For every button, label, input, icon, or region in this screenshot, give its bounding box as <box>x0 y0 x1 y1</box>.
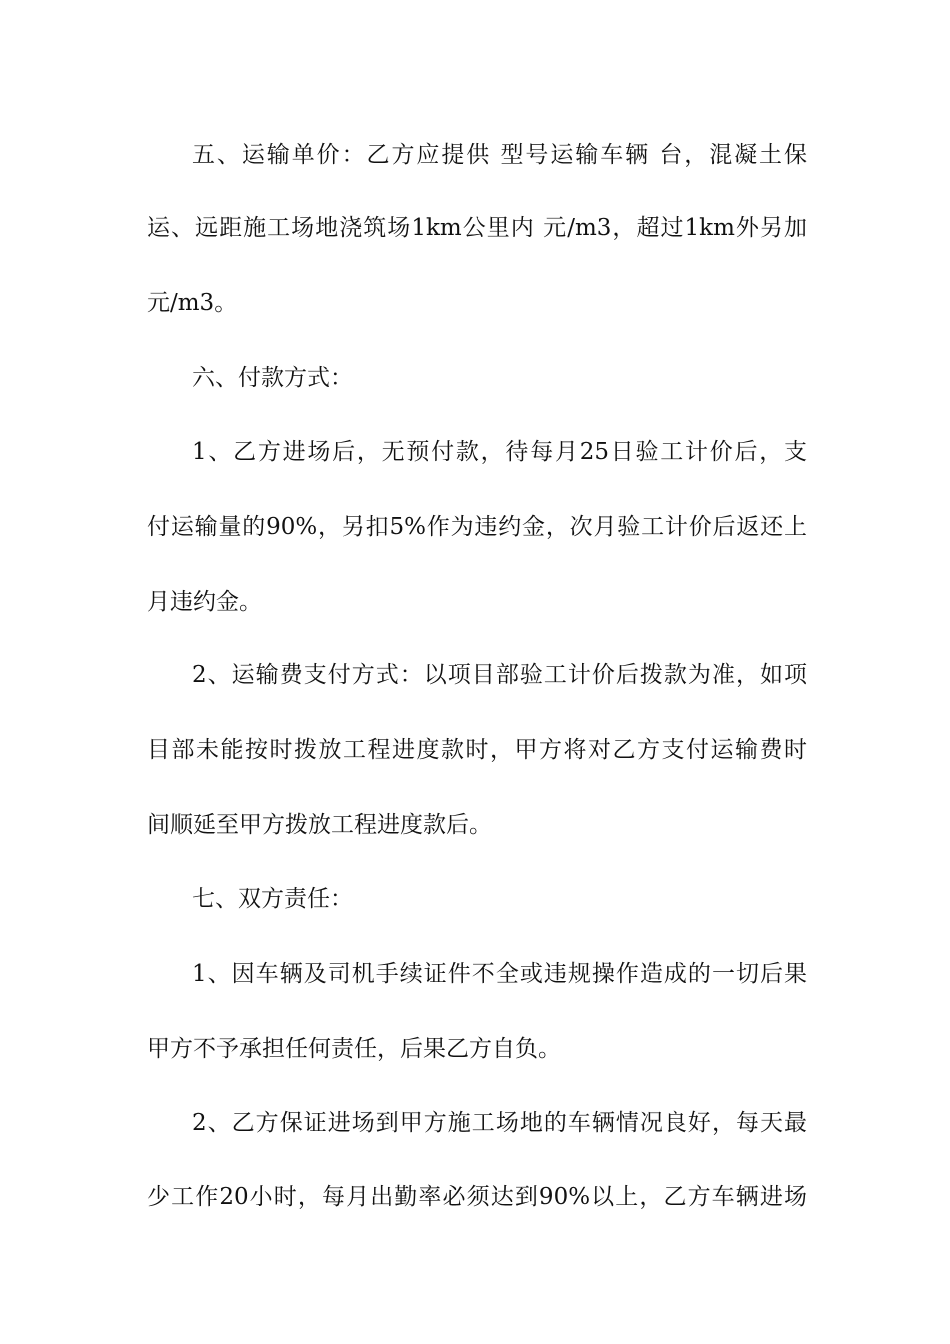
clause-7-2-line-2: 少工作20小时，每月出勤率必须达到90%以上，乙方车辆进场 <box>147 1184 807 1210</box>
section-five-heading-line: 五、运输单价：乙方应提供 型号运输车辆 台，混凝土保 <box>192 142 807 168</box>
clause-6-1-line-3: 月违约金。 <box>147 589 262 615</box>
section-six-heading: 六、付款方式： <box>192 365 353 391</box>
clause-6-1-line-2: 付运输量的90%，另扣5%作为违约金，次月验工计价后返还上 <box>147 514 807 540</box>
clause-6-2-line-2: 目部未能按时拨放工程进度款时，甲方将对乙方支付运输费时 <box>147 737 807 763</box>
clause-6-1-line-1: 1、乙方进场后，无预付款，待每月25日验工计价后，支 <box>192 439 807 465</box>
clause-7-1-line-1: 1、因车辆及司机手续证件不全或违规操作造成的一切后果 <box>192 961 807 987</box>
section-five-line-2: 运、远距施工场地浇筑场1km公里内 元/m3，超过1km外另加 <box>147 215 807 241</box>
clause-6-2-line-3: 间顺延至甲方拨放工程进度款后。 <box>147 812 492 838</box>
clause-7-2-line-1: 2、乙方保证进场到甲方施工场地的车辆情况良好，每天最 <box>192 1110 807 1136</box>
section-seven-heading: 七、双方责任： <box>192 886 353 912</box>
clause-7-1-line-2: 甲方不予承担任何责任，后果乙方自负。 <box>147 1036 561 1062</box>
section-five-line-3: 元/m3。 <box>147 290 238 316</box>
clause-6-2-line-1: 2、运输费支付方式：以项目部验工计价后拨款为准，如项 <box>192 662 807 688</box>
